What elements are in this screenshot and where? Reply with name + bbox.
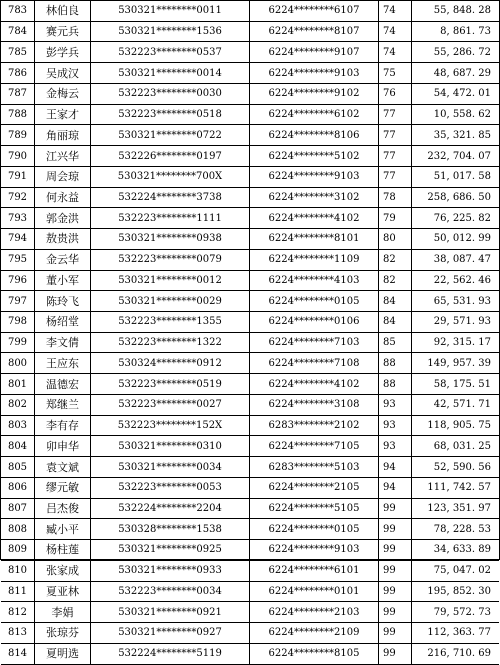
table-row <box>1 42 499 63</box>
table-row <box>1 104 499 125</box>
id-number-cell: 530321********0034 <box>91 457 250 478</box>
account-number-cell: 6224********2103 <box>250 602 379 623</box>
row-number-cell: 790 <box>1 146 35 167</box>
row-number-cell: 789 <box>1 125 35 146</box>
row-number-cell: 810 <box>1 560 35 581</box>
account-number-cell: 6283********2102 <box>250 415 379 436</box>
account-number-cell: 6224********8105 <box>250 643 379 664</box>
row-number-cell: 801 <box>1 374 35 395</box>
name-cell: 李文倩 <box>35 332 91 353</box>
amount-cell: 78, 228. 53 <box>412 519 500 540</box>
account-number-cell: 6224********6101 <box>250 560 379 581</box>
age-cell: 99 <box>379 602 412 623</box>
amount-cell: 118, 905. 75 <box>412 415 500 436</box>
id-number-cell: 532223********1322 <box>91 332 250 353</box>
age-cell: 93 <box>379 415 412 436</box>
amount-cell: 55, 286. 72 <box>412 42 500 63</box>
age-cell: 99 <box>379 623 412 644</box>
row-number-cell: 811 <box>1 581 35 602</box>
table-row <box>1 457 499 478</box>
table-row <box>1 581 499 602</box>
row-number-cell: 803 <box>1 415 35 436</box>
table-row <box>1 394 499 415</box>
name-cell: 赛元兵 <box>35 21 91 42</box>
name-cell: 温德宏 <box>35 374 91 395</box>
table-row <box>1 208 499 229</box>
amount-cell: 52, 590. 56 <box>412 457 500 478</box>
row-number-cell: 794 <box>1 229 35 250</box>
id-number-cell: 530321********0921 <box>91 602 250 623</box>
id-number-cell: 532223********0537 <box>91 42 250 63</box>
account-number-cell: 6224********4103 <box>250 270 379 291</box>
name-cell: 卯申华 <box>35 436 91 457</box>
id-number-cell: 530328********1538 <box>91 519 250 540</box>
table-row <box>1 477 499 498</box>
age-cell: 77 <box>379 146 412 167</box>
id-number-cell: 532223********1355 <box>91 312 250 333</box>
account-number-cell: 6224********4102 <box>250 208 379 229</box>
row-number-cell: 802 <box>1 394 35 415</box>
account-number-cell: 6224********5105 <box>250 498 379 519</box>
table-row <box>1 291 499 312</box>
amount-cell: 65, 531. 93 <box>412 291 500 312</box>
amount-cell: 22, 562. 46 <box>412 270 500 291</box>
row-number-cell: 812 <box>1 602 35 623</box>
row-number-cell: 799 <box>1 332 35 353</box>
amount-cell: 54, 472. 01 <box>412 83 500 104</box>
age-cell: 77 <box>379 166 412 187</box>
row-number-cell: 805 <box>1 457 35 478</box>
age-cell: 74 <box>379 1 412 21</box>
row-number-cell: 784 <box>1 21 35 42</box>
name-cell: 王家才 <box>35 104 91 125</box>
name-cell: 角丽琼 <box>35 125 91 146</box>
row-number-cell: 787 <box>1 83 35 104</box>
age-cell: 82 <box>379 249 412 270</box>
account-number-cell: 6224********8101 <box>250 229 379 250</box>
account-number-cell: 6224********2105 <box>250 477 379 498</box>
table-row <box>1 229 499 250</box>
amount-cell: 216, 710. 69 <box>412 643 500 664</box>
name-cell: 郭金洪 <box>35 208 91 229</box>
records-table <box>1 1 499 665</box>
age-cell: 78 <box>379 187 412 208</box>
name-cell: 林伯良 <box>35 1 91 21</box>
name-cell: 夏明选 <box>35 643 91 664</box>
row-number-cell: 800 <box>1 353 35 374</box>
age-cell: 79 <box>379 208 412 229</box>
account-number-cell: 6224********0101 <box>250 581 379 602</box>
id-number-cell: 532223********0053 <box>91 477 250 498</box>
name-cell: 缪元敏 <box>35 477 91 498</box>
id-number-cell: 530321********700X <box>91 166 250 187</box>
name-cell: 杨绍堂 <box>35 312 91 333</box>
row-number-cell: 804 <box>1 436 35 457</box>
records-table-body <box>1 1 499 664</box>
id-number-cell: 532223********0518 <box>91 104 250 125</box>
age-cell: 77 <box>379 125 412 146</box>
table-row <box>1 519 499 540</box>
age-cell: 85 <box>379 332 412 353</box>
id-number-cell: 530321********0310 <box>91 436 250 457</box>
name-cell: 董小军 <box>35 270 91 291</box>
amount-cell: 258, 686. 50 <box>412 187 500 208</box>
name-cell: 杨柱莲 <box>35 540 91 561</box>
name-cell: 张琼芬 <box>35 623 91 644</box>
row-number-cell: 791 <box>1 166 35 187</box>
id-number-cell: 530321********0014 <box>91 63 250 84</box>
amount-cell: 34, 633. 89 <box>412 540 500 561</box>
account-number-cell: 6224********0105 <box>250 519 379 540</box>
table-row <box>1 332 499 353</box>
account-number-cell: 6283********5103 <box>250 457 379 478</box>
table-row <box>1 623 499 644</box>
amount-cell: 111, 742. 57 <box>412 477 500 498</box>
name-cell: 吕杰俊 <box>35 498 91 519</box>
id-number-cell: 532223********0027 <box>91 394 250 415</box>
account-number-cell: 6224********9103 <box>250 540 379 561</box>
name-cell: 袁文斌 <box>35 457 91 478</box>
table-row <box>1 270 499 291</box>
id-number-cell: 530321********0925 <box>91 540 250 561</box>
account-number-cell: 6224********2109 <box>250 623 379 644</box>
name-cell: 彭学兵 <box>35 42 91 63</box>
row-number-cell: 807 <box>1 498 35 519</box>
amount-cell: 48, 687. 29 <box>412 63 500 84</box>
row-number-cell: 793 <box>1 208 35 229</box>
amount-cell: 149, 957. 39 <box>412 353 500 374</box>
account-number-cell: 6224********6102 <box>250 104 379 125</box>
amount-cell: 29, 571. 93 <box>412 312 500 333</box>
row-number-cell: 788 <box>1 104 35 125</box>
id-number-cell: 532224********3738 <box>91 187 250 208</box>
id-number-cell: 530321********0938 <box>91 229 250 250</box>
name-cell: 金梅云 <box>35 83 91 104</box>
row-number-cell: 806 <box>1 477 35 498</box>
table-row <box>1 1 499 21</box>
age-cell: 80 <box>379 229 412 250</box>
age-cell: 88 <box>379 353 412 374</box>
name-cell: 何永益 <box>35 187 91 208</box>
table-row <box>1 125 499 146</box>
table-row <box>1 21 499 42</box>
amount-cell: 68, 031. 25 <box>412 436 500 457</box>
table-row <box>1 187 499 208</box>
id-number-cell: 532223********0034 <box>91 581 250 602</box>
name-cell: 陈玲飞 <box>35 291 91 312</box>
age-cell: 82 <box>379 270 412 291</box>
id-number-cell: 532223********0519 <box>91 374 250 395</box>
id-number-cell: 532224********5119 <box>91 643 250 664</box>
account-number-cell: 6224********7105 <box>250 436 379 457</box>
age-cell: 84 <box>379 312 412 333</box>
age-cell: 93 <box>379 394 412 415</box>
amount-cell: 76, 225. 82 <box>412 208 500 229</box>
row-number-cell: 809 <box>1 540 35 561</box>
row-number-cell: 792 <box>1 187 35 208</box>
row-number-cell: 785 <box>1 42 35 63</box>
age-cell: 93 <box>379 436 412 457</box>
name-cell: 李有存 <box>35 415 91 436</box>
amount-cell: 123, 351. 97 <box>412 498 500 519</box>
table-row <box>1 353 499 374</box>
name-cell: 张家成 <box>35 560 91 581</box>
name-cell: 李娟 <box>35 602 91 623</box>
row-number-cell: 786 <box>1 63 35 84</box>
amount-cell: 50, 012. 99 <box>412 229 500 250</box>
table-row <box>1 249 499 270</box>
age-cell: 77 <box>379 104 412 125</box>
row-number-cell: 797 <box>1 291 35 312</box>
name-cell: 敖贵洪 <box>35 229 91 250</box>
row-number-cell: 798 <box>1 312 35 333</box>
id-number-cell: 532223********0030 <box>91 83 250 104</box>
account-number-cell: 6224********9107 <box>250 42 379 63</box>
age-cell: 99 <box>379 519 412 540</box>
account-number-cell: 6224********3102 <box>250 187 379 208</box>
name-cell: 周会琼 <box>35 166 91 187</box>
account-number-cell: 6224********3108 <box>250 394 379 415</box>
account-number-cell: 6224********7108 <box>250 353 379 374</box>
age-cell: 74 <box>379 21 412 42</box>
amount-cell: 35, 321. 85 <box>412 125 500 146</box>
account-number-cell: 6224********9103 <box>250 63 379 84</box>
table-row <box>1 166 499 187</box>
row-number-cell: 796 <box>1 270 35 291</box>
id-number-cell: 530321********0011 <box>91 1 250 21</box>
age-cell: 99 <box>379 540 412 561</box>
table-row <box>1 312 499 333</box>
table-row <box>1 146 499 167</box>
id-number-cell: 530321********0029 <box>91 291 250 312</box>
account-number-cell: 6224********8106 <box>250 125 379 146</box>
account-number-cell: 6224********9102 <box>250 83 379 104</box>
id-number-cell: 530321********0012 <box>91 270 250 291</box>
amount-cell: 232, 704. 07 <box>412 146 500 167</box>
id-number-cell: 530321********0927 <box>91 623 250 644</box>
name-cell: 吴成汉 <box>35 63 91 84</box>
name-cell: 江兴华 <box>35 146 91 167</box>
table-row <box>1 498 499 519</box>
id-number-cell: 532223********152X <box>91 415 250 436</box>
table-row <box>1 374 499 395</box>
account-number-cell: 6224********5102 <box>250 146 379 167</box>
amount-cell: 195, 852. 30 <box>412 581 500 602</box>
table-row <box>1 83 499 104</box>
account-number-cell: 6224********7103 <box>250 332 379 353</box>
account-number-cell: 6224********9103 <box>250 166 379 187</box>
age-cell: 74 <box>379 42 412 63</box>
id-number-cell: 530321********1536 <box>91 21 250 42</box>
id-number-cell: 530324********0912 <box>91 353 250 374</box>
table-row <box>1 415 499 436</box>
amount-cell: 58, 175. 51 <box>412 374 500 395</box>
row-number-cell: 814 <box>1 643 35 664</box>
id-number-cell: 532223********1111 <box>91 208 250 229</box>
name-cell: 夏亚林 <box>35 581 91 602</box>
row-number-cell: 813 <box>1 623 35 644</box>
account-number-cell: 6224********6107 <box>250 1 379 21</box>
account-number-cell: 6224********4102 <box>250 374 379 395</box>
age-cell: 76 <box>379 83 412 104</box>
amount-cell: 79, 572. 73 <box>412 602 500 623</box>
amount-cell: 55, 848. 28 <box>412 1 500 21</box>
table-row <box>1 602 499 623</box>
id-number-cell: 532226********0197 <box>91 146 250 167</box>
age-cell: 99 <box>379 560 412 581</box>
row-number-cell: 808 <box>1 519 35 540</box>
age-cell: 75 <box>379 63 412 84</box>
age-cell: 99 <box>379 581 412 602</box>
amount-cell: 51, 017. 58 <box>412 166 500 187</box>
age-cell: 94 <box>379 457 412 478</box>
account-number-cell: 6224********0106 <box>250 312 379 333</box>
amount-cell: 38, 087. 47 <box>412 249 500 270</box>
amount-cell: 112, 363. 77 <box>412 623 500 644</box>
table-row <box>1 540 499 561</box>
table-row <box>1 63 499 84</box>
table-row <box>1 643 499 664</box>
row-number-cell: 795 <box>1 249 35 270</box>
amount-cell: 42, 571. 71 <box>412 394 500 415</box>
account-number-cell: 6224********8107 <box>250 21 379 42</box>
age-cell: 88 <box>379 374 412 395</box>
amount-cell: 75, 047. 02 <box>412 560 500 581</box>
id-number-cell: 532224********2204 <box>91 498 250 519</box>
table-row <box>1 560 499 581</box>
name-cell: 王应东 <box>35 353 91 374</box>
row-number-cell: 783 <box>1 1 35 21</box>
age-cell: 99 <box>379 643 412 664</box>
age-cell: 84 <box>379 291 412 312</box>
table-row <box>1 436 499 457</box>
id-number-cell: 530321********0722 <box>91 125 250 146</box>
age-cell: 94 <box>379 477 412 498</box>
amount-cell: 8, 861. 73 <box>412 21 500 42</box>
age-cell: 99 <box>379 498 412 519</box>
account-number-cell: 6224********0105 <box>250 291 379 312</box>
name-cell: 臧小平 <box>35 519 91 540</box>
name-cell: 金云华 <box>35 249 91 270</box>
amount-cell: 92, 315. 17 <box>412 332 500 353</box>
amount-cell: 10, 558. 62 <box>412 104 500 125</box>
id-number-cell: 532223********0079 <box>91 249 250 270</box>
account-number-cell: 6224********1109 <box>250 249 379 270</box>
name-cell: 郑继兰 <box>35 394 91 415</box>
id-number-cell: 530321********0933 <box>91 560 250 581</box>
